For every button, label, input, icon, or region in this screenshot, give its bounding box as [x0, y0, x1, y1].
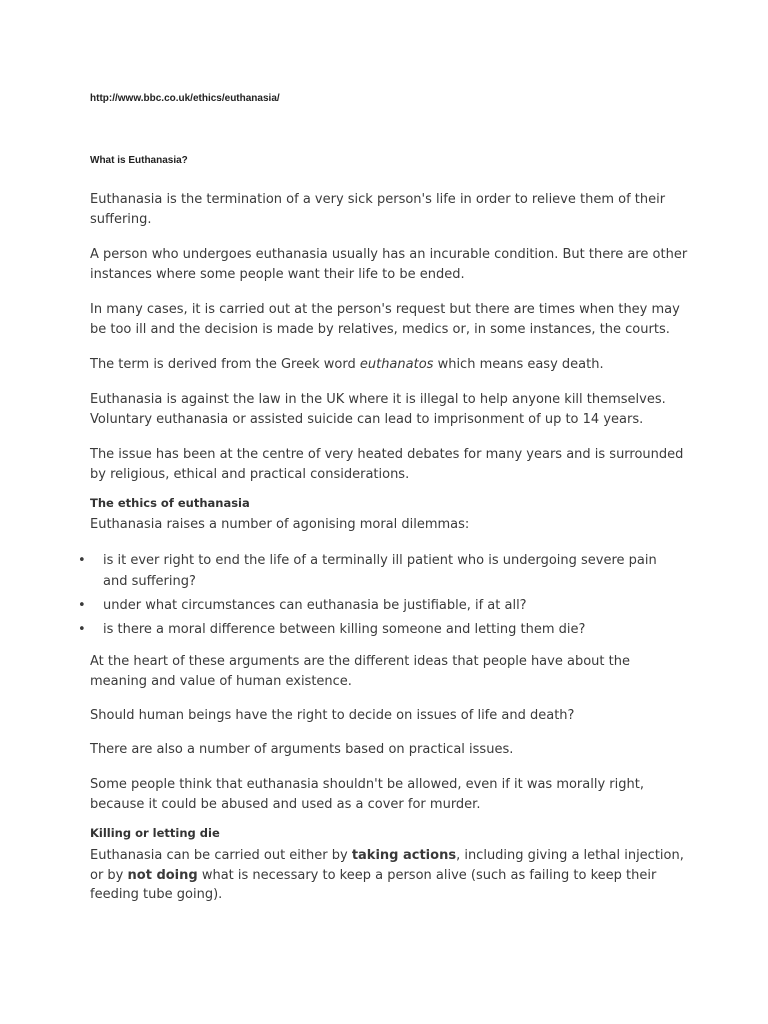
list-item-text: is it ever right to end the life of a terminally ill patient who is undergoing severe pain and suffering?	[103, 553, 657, 589]
killing-text-1: Euthanasia can be carried out either by	[90, 848, 352, 863]
killing-text-2: , including giving a lethal injection, or by	[90, 848, 684, 883]
intro-paragraph-1: Euthanasia is the termination of a very sick person's life in order to relieve them of their suffering.	[90, 192, 666, 227]
greek-term: euthanatos	[359, 357, 434, 372]
greek-term-before: The term is derived from the Greek word	[90, 357, 360, 372]
intro-paragraph-2: A person who undergoes euthanasia usually has an incurable condition. But there are other instances where some people want their life to be ended.	[90, 247, 688, 282]
law-paragraph-1: Euthanasia is against the law in the UK where it is illegal to help anyone kill themselves. Voluntary euthanasia or assisted suicide can lead to imprisonment of up to 14 years.	[90, 392, 666, 427]
list-item	[78, 550, 678, 592]
list-item	[78, 595, 678, 616]
ethics-paragraph-4: Some people think that euthanasia shouldn't be allowed, even if it was morally right, because it could be abused and used as a cover for murder.	[90, 777, 644, 812]
law-paragraph-2: The issue has been at the centre of very heated debates for many years and is surrounded by religious, ethical and practical considerations.	[90, 447, 684, 482]
ethics-paragraph-1: At the heart of these arguments are the different ideas that people have about the meaning and value of human existence.	[90, 654, 630, 689]
killing-bold-1: taking actions	[351, 848, 457, 863]
list-item-text: under what circumstances can euthanasia be justifiable, if at all?	[103, 598, 527, 613]
bullet-icon: •	[78, 598, 86, 613]
ethics-heading: The ethics of euthanasia	[90, 496, 250, 510]
list-item	[78, 619, 678, 640]
intro-paragraph-3: In many cases, it is carried out at the person's request but there are times when they may be too ill and the decision is made by relatives, medics or, in some instances, the courts.	[90, 302, 680, 337]
greek-term-paragraph	[90, 355, 690, 375]
ethics-lead: Euthanasia raises a number of agonising moral dilemmas:	[90, 517, 470, 532]
bullet-icon: •	[78, 622, 86, 637]
ethics-paragraph-2: Should human beings have the right to decide on issues of life and death?	[90, 708, 575, 723]
dilemma-list	[78, 550, 678, 643]
ethics-paragraph-3: There are also a number of arguments based on practical issues.	[90, 742, 514, 757]
killing-paragraph	[90, 846, 690, 905]
document-title: What is Euthanasia?	[90, 155, 188, 166]
list-item-text: is there a moral difference between killing someone and letting them die?	[103, 622, 586, 637]
document-page	[78, 92, 690, 902]
killing-bold-2: not doing	[127, 867, 198, 883]
killing-heading: Killing or letting die	[90, 826, 220, 840]
source-url: http://www.bbc.co.uk/ethics/euthanasia/	[90, 93, 280, 104]
killing-text-3: what is necessary to keep a person alive (such as failing to keep their feeding tube going).	[90, 867, 657, 902]
bullet-icon: •	[78, 553, 86, 568]
greek-term-after: which means easy death.	[433, 357, 604, 372]
